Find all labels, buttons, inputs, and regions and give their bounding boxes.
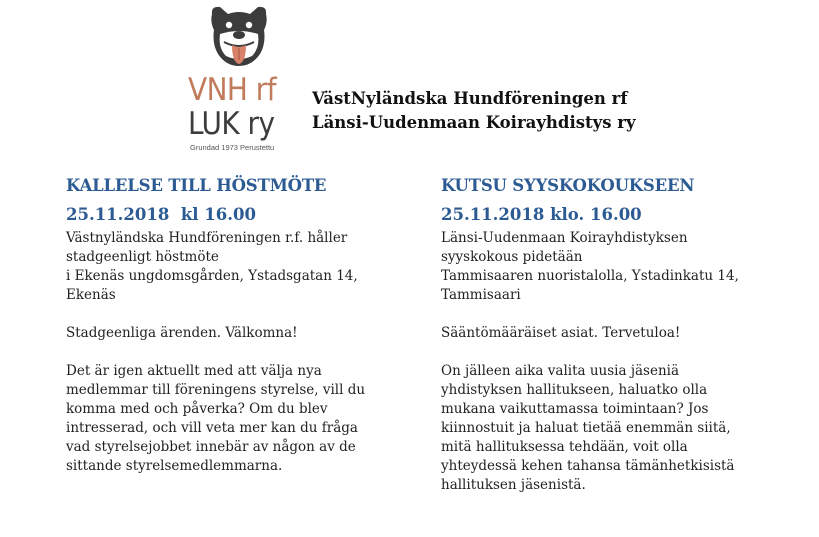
finnish-date: 25.11.2018 klo. 16.00 (441, 205, 642, 224)
text-line: i Ekenäs ungdomsgården, Ystadsgatan 14, (66, 268, 358, 284)
text-line: mitä hallituksessa tehdään, voit olla (441, 439, 688, 455)
finnish-notice (441, 174, 781, 495)
text-line: hallituksen jäsenistä. (441, 477, 586, 493)
swedish-heading: KALLELSE TILL HÖSTMÖTE (66, 176, 327, 195)
text-line: On jälleen aika valita uusia jäseniä (441, 363, 680, 379)
text-line: medlemmar till föreningens styrelse, vill du (66, 382, 366, 398)
logo-founded-text: Grundad 1973 Perustettu (190, 143, 275, 152)
swedish-invite (66, 362, 406, 476)
text-line: kiinnostuit ja haluat tietää enemmän siitä, (441, 420, 731, 436)
text-line: Västnyländska Hundföreningen r.f. håller (66, 230, 348, 246)
text-line: sittande styrelsemedlemmarna. (66, 458, 283, 474)
text-line: Det är igen aktuellt med att välja nya (66, 363, 322, 379)
logo-vnh-text: VNH rf (188, 72, 277, 108)
text-line: Sääntömääräiset asiat. Tervetuloa! (441, 325, 681, 341)
swedish-intro (66, 229, 406, 305)
club-logo (186, 4, 296, 160)
finnish-invite (441, 362, 781, 495)
org-name-swedish: VästNyländska Hundföreningen rf (312, 89, 628, 108)
org-name-finnish: Länsi-Uudenmaan Koirayhdistys ry (312, 113, 636, 132)
text-line: intresserad, och vill veta mer kan du fråga (66, 420, 358, 436)
text-line: Tammisaaren nuoristalolla, Ystadinkatu 14, (441, 268, 739, 284)
text-line: Stadgeenliga ärenden. Välkomna! (66, 325, 298, 341)
text-line: vad styrelsejobbet innebär av någon av de (66, 439, 356, 455)
text-line: yhteydessä kehen tahansa tämänhetkisistä (441, 458, 735, 474)
swedish-agenda (66, 324, 406, 343)
text-line: yhdistyksen hallitukseen, haluatko olla (441, 382, 708, 398)
finnish-intro (441, 229, 781, 305)
text-line: mukana vaikuttamassa toimintaan? Jos (441, 401, 709, 417)
text-line: komma med och påverka? Om du blev (66, 401, 328, 417)
finnish-agenda (441, 324, 781, 343)
organization-name (312, 87, 636, 135)
logo-luk-text: LUK ry (188, 106, 275, 142)
text-line: Tammisaari (441, 287, 521, 303)
text-line: Ekenäs (66, 287, 116, 303)
finnish-heading: KUTSU SYYSKOKOUKSEEN (441, 176, 695, 195)
text-line: stadgeenligt höstmöte (66, 249, 219, 265)
dog-face-icon (208, 4, 270, 70)
swedish-notice (66, 174, 406, 476)
swedish-date: 25.11.2018 kl 16.00 (66, 205, 256, 224)
text-line: Länsi-Uudenmaan Koirayhdistyksen (441, 230, 688, 246)
text-line: syyskokous pidetään (441, 249, 583, 265)
